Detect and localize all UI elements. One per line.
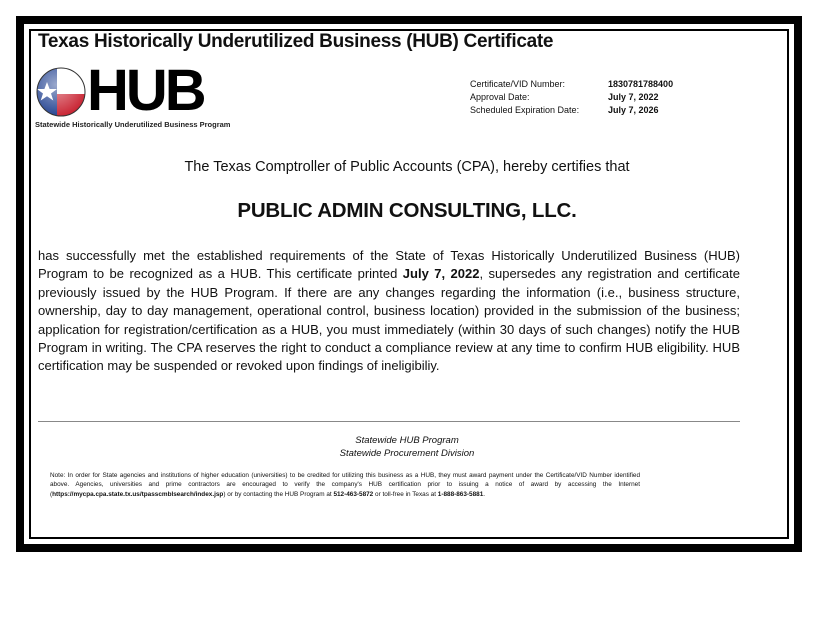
meta-label: Scheduled Expiration Date:	[470, 105, 580, 115]
divider	[38, 421, 740, 422]
printed-date: July 7, 2022	[402, 266, 480, 282]
program-info	[0, 434, 814, 460]
certificate-body	[38, 247, 740, 376]
certificate-vid-number: 1830781788400	[608, 79, 674, 89]
hub-wordmark: HUB	[87, 58, 204, 123]
note-text: Note: In order for State agencies and institutions of higher education (universities) to be credited for utilizing this business as a HUB, they must award payment under the Certificate/VID Number identified above. Agencies, universities and prime contractors are encouraged to verify the company's HUB certification prior to issuing a notice of award by accessing the Internet (	[50, 472, 640, 498]
company-name: PUBLIC ADMIN CONSULTING, LLC.	[237, 199, 577, 222]
division-name: Statewide Procurement Division	[339, 448, 475, 459]
certificate-meta	[470, 78, 673, 117]
meta-row-approval	[470, 91, 673, 104]
hub-tagline: Statewide Historically Underutilized Business Program	[35, 120, 231, 129]
hub-phone-number: 512-463-5872	[333, 490, 374, 498]
approval-date: July 7, 2022	[608, 92, 659, 102]
hub-logo	[35, 58, 245, 132]
note-text: ) or by contacting the HUB Program at	[223, 490, 334, 498]
program-name: Statewide HUB Program	[355, 435, 459, 446]
meta-row-expiration	[470, 104, 673, 117]
note-text: or toll-free in Texas at	[373, 490, 438, 498]
certificate-title: Texas Historically Underutilized Business (HUB) Certificate	[38, 31, 554, 52]
texas-star-globe-icon	[35, 66, 87, 118]
expiration-date: July 7, 2026	[608, 105, 659, 115]
body-text-part: has successfully met the established requirements of the State of Texas Historically Underutilized Business (HUB) Program to be recognized as a HUB. This certificate printed	[38, 248, 740, 282]
meta-label: Approval Date:	[470, 92, 530, 102]
meta-label: Certificate/VID Number:	[470, 79, 566, 89]
tollfree-number: 1-888-863-5881	[437, 490, 484, 498]
meta-row-vid	[470, 78, 673, 91]
note-text: .	[483, 490, 486, 498]
footnote	[50, 471, 640, 499]
certifies-statement: The Texas Comptroller of Public Accounts (CPA), hereby certifies that	[184, 159, 630, 175]
search-url-link[interactable]: https://mycpa.cpa.state.tx.us/tpasscmblsearch/index.jsp	[52, 490, 224, 498]
body-text-part: , supersedes any registration and certificate previously issued by the HUB Program. If there are any changes regarding the information (i.e., business structure, ownership, day to day management, operational control, business location) provided in the submission of the business; application for registration/certification as a HUB, you must immediately (within 30 days of such changes) notify the HUB Program in writing. The CPA reserves the right to conduct a compliance review at any time to confirm HUB eligibility. HUB certification may be suspended or revoked upon findings of ineligibiliy.	[38, 266, 741, 374]
